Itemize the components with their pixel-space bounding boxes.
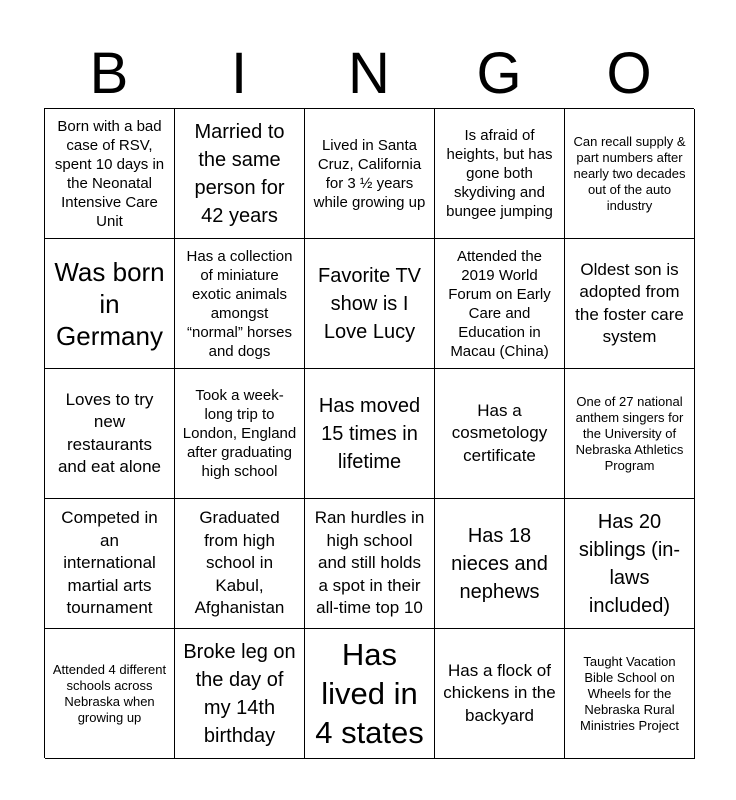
bingo-cell[interactable]	[45, 499, 175, 629]
cell-text: Graduated from high school in Kabul, Afghanistan	[194, 508, 285, 618]
bingo-cell[interactable]	[305, 369, 435, 499]
bingo-cell[interactable]	[305, 109, 435, 239]
bingo-cell[interactable]	[565, 629, 695, 759]
bingo-cell[interactable]	[175, 369, 305, 499]
bingo-cell[interactable]	[435, 499, 565, 629]
bingo-cell[interactable]	[45, 369, 175, 499]
cell-text: Competed in an international martial arts tournament	[61, 508, 158, 618]
cell-text: Born with a bad case of RSV, spent 10 days in the Neonatal Intensive Care Unit	[54, 117, 165, 230]
cell-text: Has 20 siblings (in-laws included)	[578, 510, 681, 617]
header-letter-i: I	[230, 41, 248, 106]
cell-text: Has 18 nieces and nephews	[451, 524, 548, 603]
bingo-cell[interactable]	[435, 369, 565, 499]
header-letter-o: O	[606, 41, 652, 106]
bingo-cell[interactable]	[565, 369, 695, 499]
bingo-cell[interactable]	[175, 629, 305, 759]
cell-text: One of 27 national anthem singers for the University of Nebraska Athletics Program	[575, 393, 684, 473]
bingo-cell[interactable]	[305, 499, 435, 629]
bingo-cell[interactable]	[175, 109, 305, 239]
cell-text: Attended 4 different schools across Nebraska when growing up	[52, 661, 167, 725]
bingo-cell[interactable]	[435, 629, 565, 759]
bingo-cell[interactable]	[175, 499, 305, 629]
bingo-cell[interactable]	[45, 239, 175, 369]
cell-text: Lived in Santa Cruz, California for 3 ½ years while growing up	[313, 136, 426, 211]
bingo-cell[interactable]	[305, 629, 435, 759]
cell-text: Broke leg on the day of my 14th birthday	[183, 640, 296, 747]
header-letter-g: G	[476, 41, 522, 106]
bingo-board	[44, 108, 694, 758]
cell-text: Has a collection of miniature exotic animals amongst “normal” horses and dogs	[186, 247, 293, 360]
cell-text: Was born in Germany	[54, 256, 165, 351]
bingo-cell[interactable]	[175, 239, 305, 369]
cell-text: Has a flock of chickens in the backyard	[443, 660, 556, 725]
cell-text: Has a cosmetology certificate	[451, 400, 548, 465]
bingo-header	[44, 40, 694, 108]
bingo-cell[interactable]	[305, 239, 435, 369]
cell-text: Attended the 2019 World Forum on Early Care and Education in Macau (China)	[448, 247, 551, 360]
cell-text: Loves to try new restaurants and eat alone	[57, 389, 162, 476]
cell-text: Married to the same person for 42 years	[194, 120, 285, 227]
cell-text: Has moved 15 times in lifetime	[318, 394, 421, 473]
cell-text: Has lived in 4 states	[315, 637, 424, 750]
bingo-cell[interactable]	[45, 629, 175, 759]
cell-text: Taught Vacation Bible School on Wheels for the Nebraska Rural Ministries Project	[580, 653, 679, 733]
bingo-cell[interactable]	[435, 239, 565, 369]
header-letter-b: B	[89, 41, 129, 106]
bingo-cell[interactable]	[565, 109, 695, 239]
cell-text: Oldest son is adopted from the foster care system	[575, 259, 684, 346]
cell-text: Took a week-long trip to London, England after graduating high school	[182, 387, 297, 480]
cell-text: Ran hurdles in high school and still holds a spot in their all-time top 10	[314, 508, 425, 618]
header-letter-n: N	[348, 41, 390, 106]
cell-text: Favorite TV show is I Love Lucy	[318, 264, 421, 343]
bingo-cell[interactable]	[435, 109, 565, 239]
bingo-cell[interactable]	[45, 109, 175, 239]
bingo-cell[interactable]	[565, 499, 695, 629]
cell-text: Can recall supply & part numbers after nearly two decades out of the auto industry	[573, 133, 686, 213]
bingo-cell[interactable]	[565, 239, 695, 369]
cell-text: Is afraid of heights, but has gone both skydiving and bungee jumping	[446, 127, 553, 220]
